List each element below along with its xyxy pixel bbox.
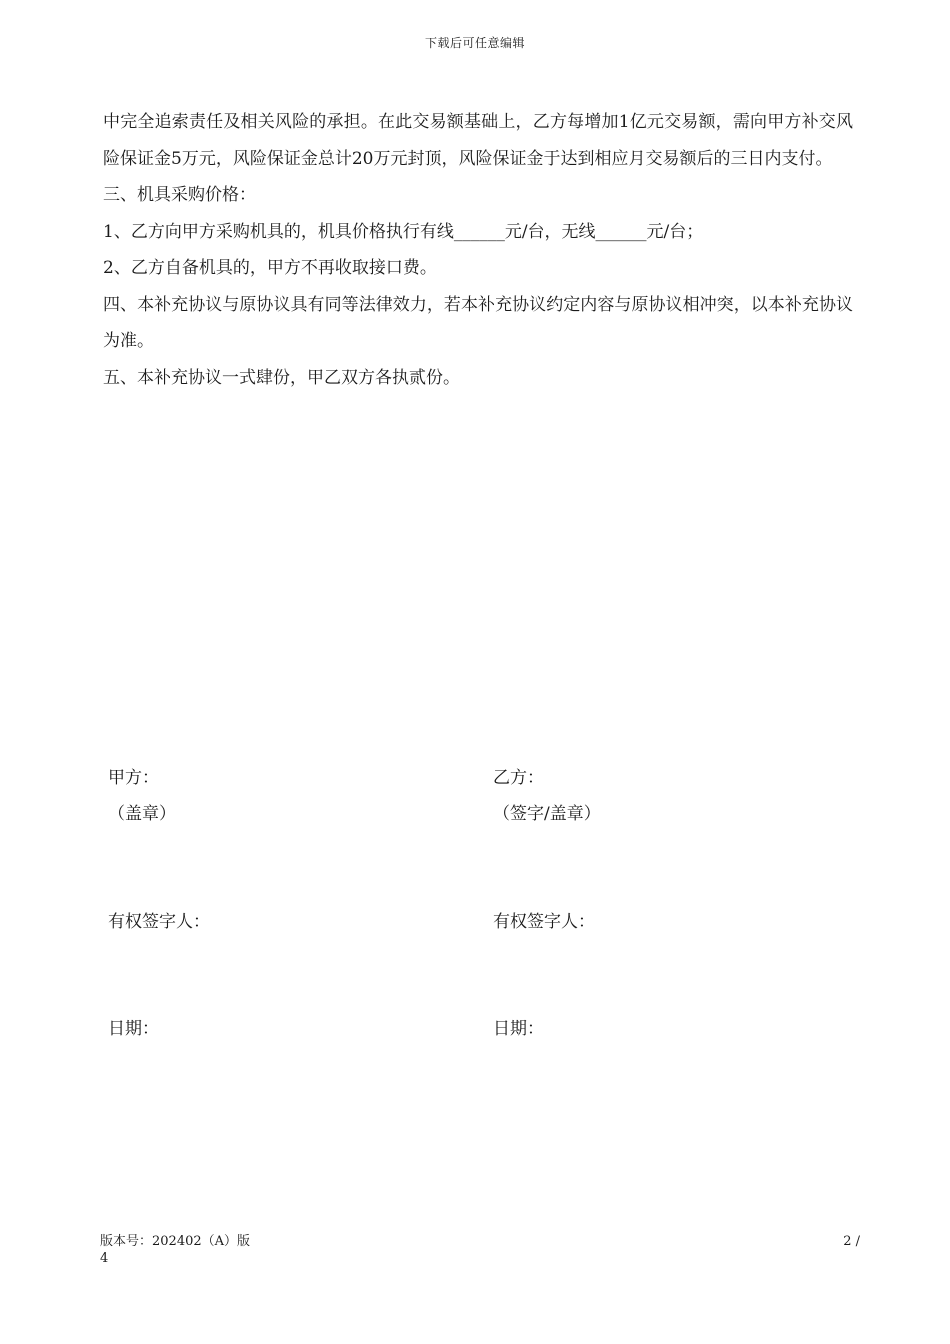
paragraph-item-two: 2、乙方自备机具的，甲方不再收取接口费。 xyxy=(103,258,437,278)
paragraph-section-three-heading: 三、机具采购价格： xyxy=(103,185,256,205)
party-b-seal: （签字/盖章） xyxy=(493,804,601,824)
party-b-label: 乙方： xyxy=(493,768,544,788)
page-header: 下载后可任意编辑 xyxy=(424,36,525,50)
party-a-label: 甲方： xyxy=(108,768,159,788)
footer-version xyxy=(100,1233,260,1267)
paragraph-item-one: 1、乙方向甲方采购机具的，机具价格执行有线______元/台，无线______元/台； xyxy=(103,221,704,242)
party-a-signer: 有权签字人： xyxy=(108,912,210,932)
version-label: 版本号：202402（A）版 xyxy=(100,1234,251,1249)
party-a-seal: （盖章） xyxy=(108,804,176,824)
page-current: 2 xyxy=(843,1234,852,1249)
party-b-signer: 有权签字人： xyxy=(493,912,595,932)
page-separator: / xyxy=(855,1234,860,1249)
paragraph-section-four: 四、本补充协议与原协议具有同等法律效力，若本补充协议约定内容与原协议相冲突，以本补充协议为准。 xyxy=(103,294,853,351)
page-total: 4 xyxy=(100,1251,109,1266)
agreement-body xyxy=(103,104,853,396)
paragraph-risk-deposit: 中完全追索责任及相关风险的承担。在此交易额基础上，乙方每增加1亿元交易额，需向甲方补交风险保证金5万元，风险保证金总计20万元封顶，风险保证金于达到相应月交易额后的三日内支付。 xyxy=(103,112,853,169)
footer-page-number xyxy=(800,1233,860,1250)
paragraph-section-five: 五、本补充协议一式肆份，甲乙双方各执贰份。 xyxy=(103,367,460,388)
party-b-date: 日期： xyxy=(493,1019,544,1039)
party-a-date: 日期： xyxy=(108,1019,159,1039)
